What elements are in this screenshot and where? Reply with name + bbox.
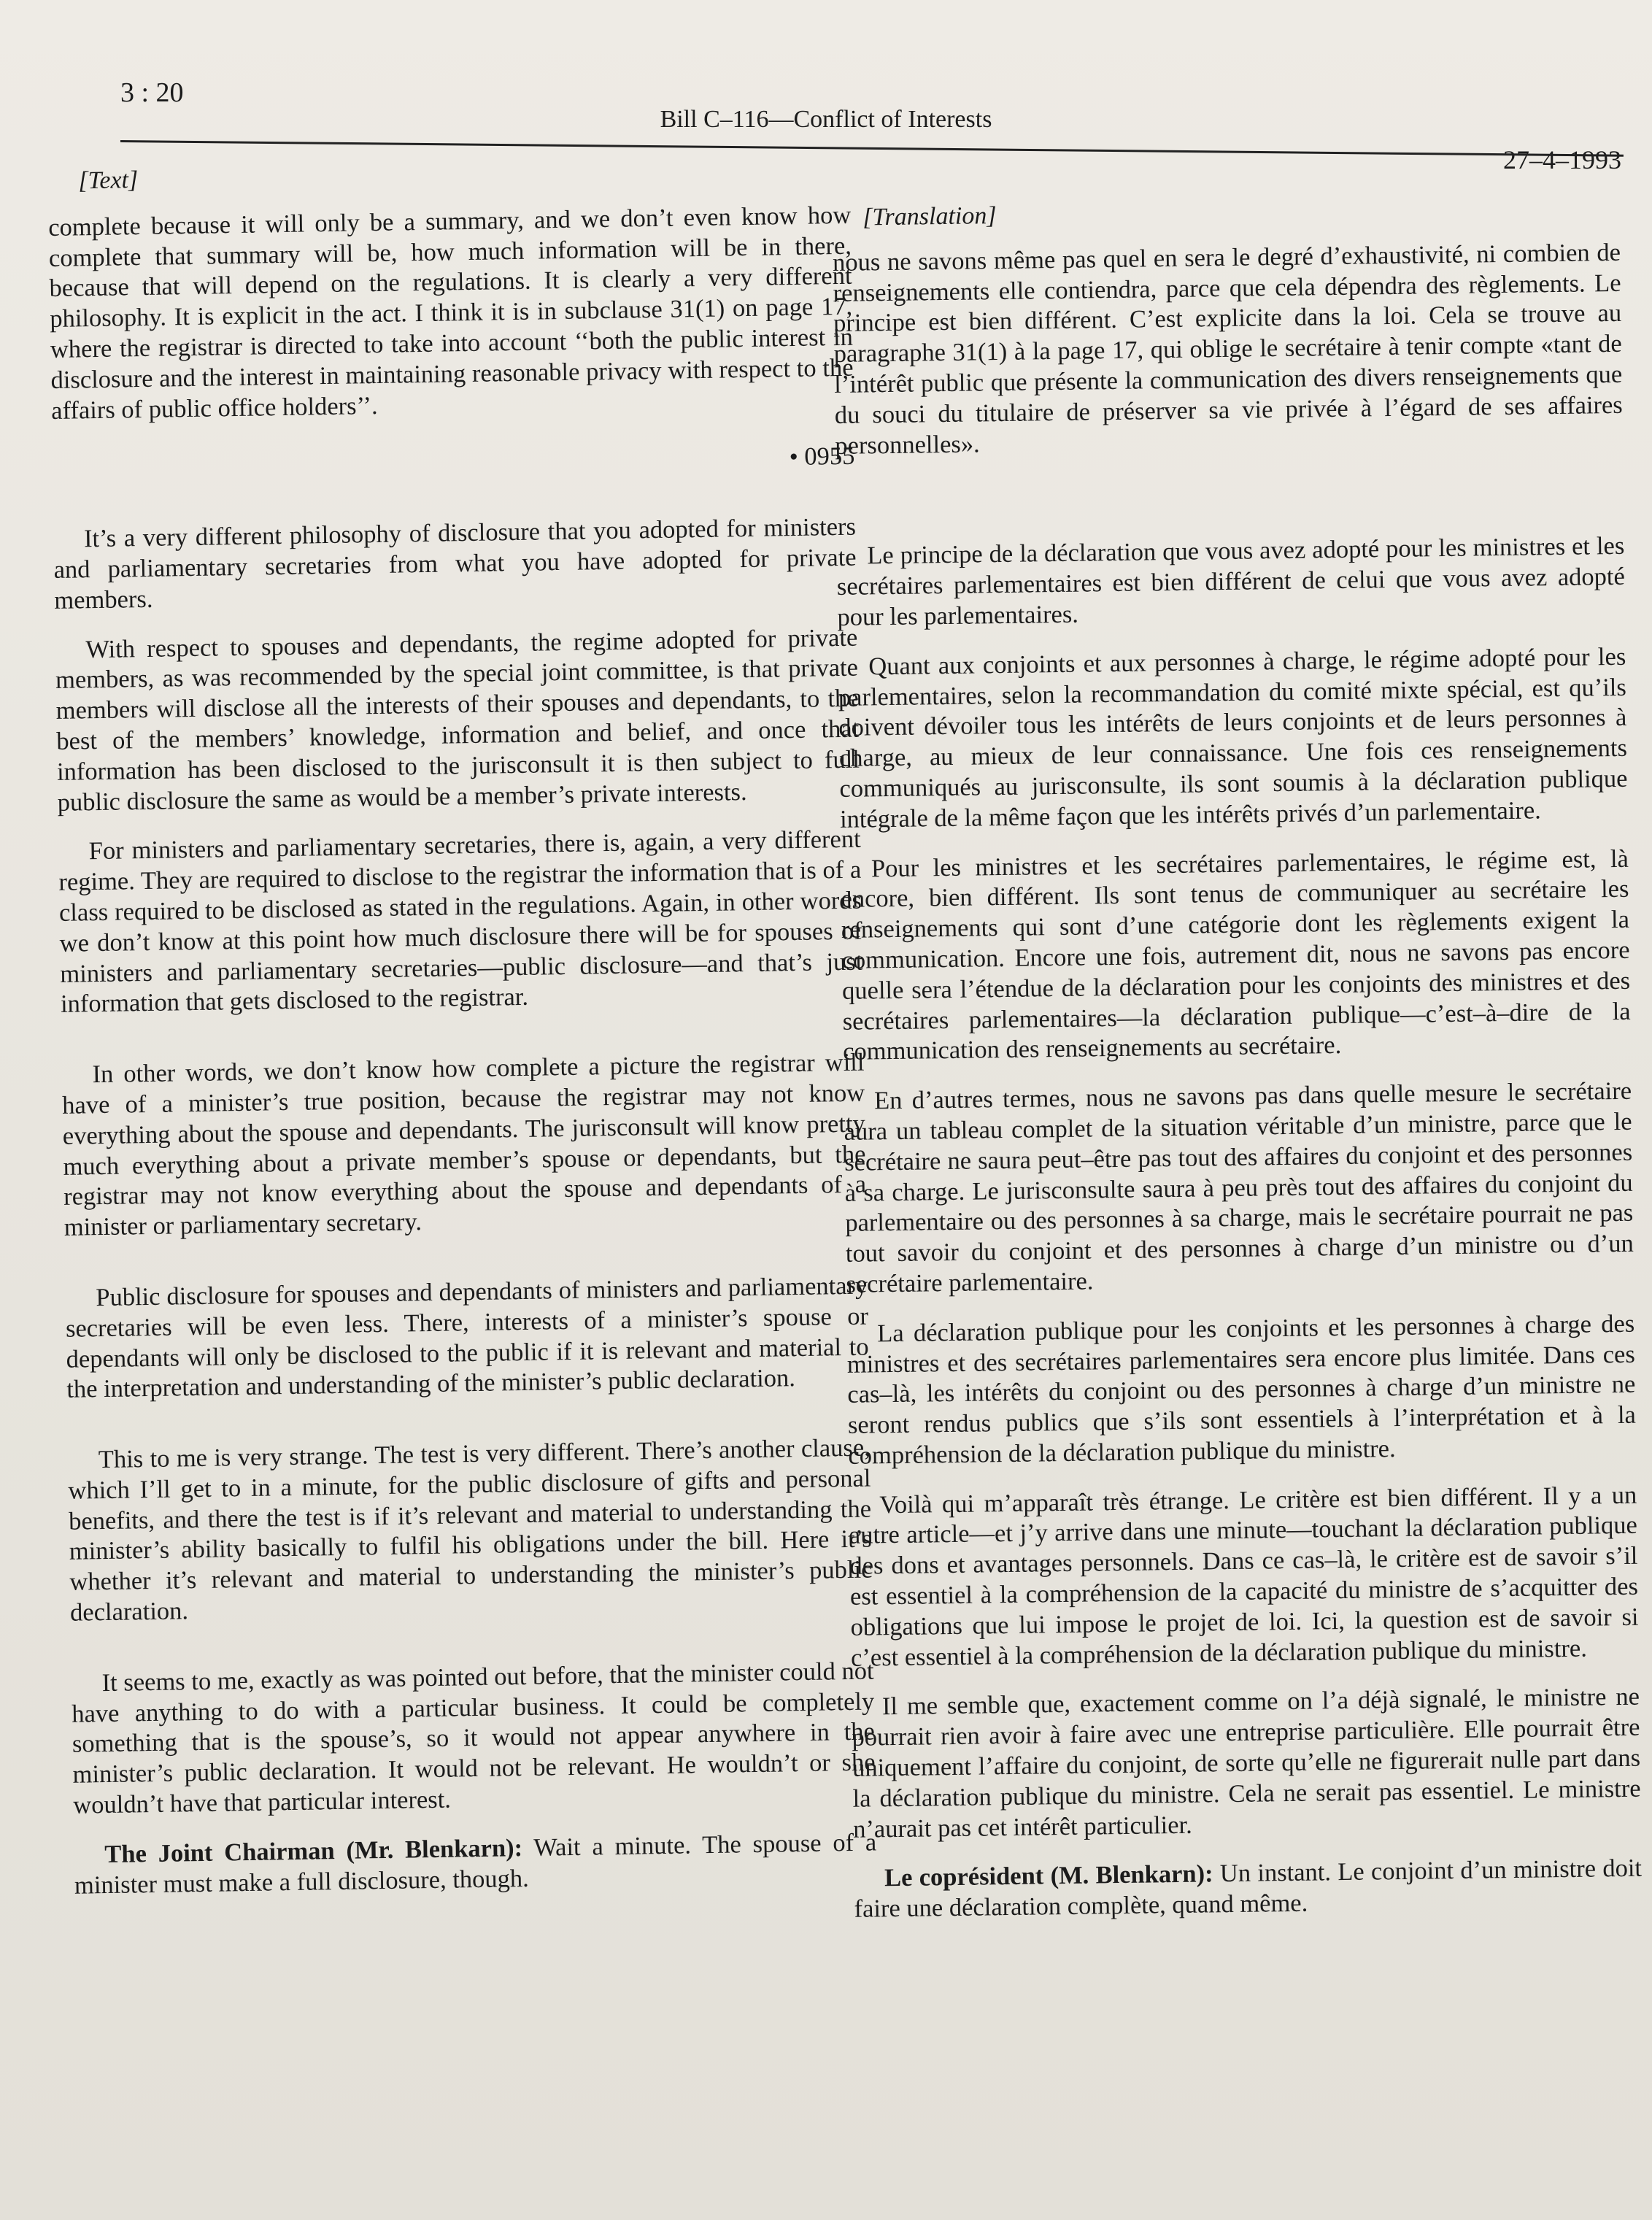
paragraph: It’s a very different philosophy of disclosure that you adopted for ministers and parliamentary secretaries from what you have adopted for private members. — [53, 512, 857, 614]
paragraph: For ministers and parliamentary secretaries, there is, again, a very different regime. They are required to disclose to the registrar the information that is of a class required to be disclosed as stated in the regulations. Again, in other words we don’t know at this point how much disclosure there will be for spouses of ministers and parliamentary secretaries—public disclosure—and that’s just information that gets disclosed to the registrar. — [58, 825, 863, 1019]
paragraph: Il me semble que, exactement comme on l’a déjà signalé, le ministre ne pourrait rien avoir à faire avec une entreprise particulière. Elle pourrait être uniquement l’affaire du conjoint, de sorte qu’elle ne figurerait nulle part dans la déclaration publique du ministre. Cela ne serait pas essentiel. Le ministre n’aurait pas cet intérêt particulier. — [852, 1683, 1641, 1843]
speaker-name: Le coprésident (M. Blenkarn): — [884, 1859, 1213, 1892]
paragraph: In other words, we don’t know how complete a picture the registrar will have of a minister’s true position, because the registrar may not know everything about the spouse and dependants. The jurisconsult will know pretty much everything about a private member’s spouse or dependants, but the registrar may not know everything about the spouse and dependants of a minister or parliamentary secretary. — [61, 1048, 867, 1241]
header-date: 27–4–1993 — [1503, 145, 1621, 174]
paragraph: Quant aux conjoints et aux personnes à charge, le régime adopté pour les parlementaires, selon la recommandation du comité mixte spécial, est qu’ils doivent dévoiler tous les intérêts de leurs conjoints et de leurs personnes à charge, au mieux de leur connaissance. Une fois ces renseignements communiqués au jurisconsulte, ils sont soumis à la déclaration publique intégrale de la même façon que les intérêts privés d’un parlementaire. — [838, 642, 1628, 833]
paragraph: With respect to spouses and dependants, the regime adopted for private members, as was recommended by the special joint committee, is that private members will disclose all the interests of their spouses and dependants, to the best of the members’ knowledge, information and belief, and once that information has been disclosed to the jurisconsult it is then subject to full public disclosure the same as would be a member’s private interests. — [55, 623, 860, 817]
speaker-text: Wait a minute. The spouse of a minister must make a full disclosure, though. — [74, 1828, 877, 1900]
paragraph: En d’autres termes, nous ne savons pas dans quelle mesure le secrétaire aura un tableau complet de la situation véritable d’un ministre, parce que le secrétaire ne saura peut–être pas tout des affaires du conjoint et des personnes à sa charge. Le jurisconsulte saura à peu près tout des affaires du conjoint du parlementaire ou des personnes à sa charge, mais le secrétaire pourrait ne pas tout savoir du conjoint et des personnes à charge d’un ministre ou d’un secrétaire parlementaire. — [844, 1076, 1634, 1298]
language-label-text: [Text] — [78, 166, 139, 195]
paragraph: complete because it will only be a summary, and we don’t even know how complete that summary will be, how much information will be in there, because that will depend on the regulations. It is clearly a very different philosophy. It is explicit in the act. I think it is in subclause 31(1) on page 17, where the registrar is directed to take into account ‘‘both the public interest in disclosure and the interest in maintaining reasonable privacy with respect to the affairs of public office holders’’. — [48, 201, 854, 425]
french-column — [832, 193, 1643, 1925]
paragraph: nous ne savons même pas quel en sera le degré d’exhaustivité, ni combien de renseignements elle contiendra, parce que cela dépendra des règlements. Le principe est bien différent. C’est explicite dans la loi. Cela se trouve au paragraphe 31(1) à la page 17, qui oblige le secrétaire à tenir compte «tant de l’intérêt public que présente la communication des divers renseignements que du souci du titulaire de préserver sa vie privée à l’égard de ses affaires personnelles». — [832, 238, 1623, 460]
language-label-translation: [Translation] — [862, 202, 997, 231]
english-column — [47, 154, 877, 1901]
paragraph: It seems to me, exactly as was pointed out before, that the minister could not have anything to do with a particular business. It could be completely something that is the spouse’s, so it would not appear anywhere in the minister’s public declaration. It would not be relevant. He wouldn’t or she wouldn’t have that particular interest. — [72, 1657, 876, 1819]
paragraph: Le principe de la déclaration que vous avez adopté pour les ministres et les secrétaires parlementaires est bien différent de celui que vous avez adopté pour les parlementaires. — [836, 532, 1626, 631]
speaker-paragraph — [74, 1827, 877, 1901]
speaker-paragraph — [854, 1854, 1643, 1925]
paragraph: Public disclosure for spouses and dependants of ministers and parliamentary secretaries will be even less. There, interests of a minister’s spouse or dependants will only be disclosed to the public if it is relevant and material to the interpretation and understanding of the minister’s public declaration. — [65, 1271, 869, 1404]
paragraph: Pour les ministres et les secrétaires parlementaires, le régime est, là encore, bien différent. Ils sont tenus de communiquer au secrétaire les renseignements qui sont d’une catégorie dont les règlements exigent la communication. Encore une fois, autrement dit, nous ne savons pas encore quelle sera l’étendue de la déclaration pour les conjoints des ministres et des secrétaires parlementaires—la déclaration publique—c’est–à–dire de la communication des renseignements au secrétaire. — [841, 844, 1631, 1066]
speaker-name: The Joint Chairman (Mr. Blenkarn): — [104, 1833, 523, 1868]
page-number: 3 : 20 — [120, 77, 184, 108]
paragraph: This to me is very strange. The test is very different. There’s another clause, which I’ll get to in a minute, for the public disclosure of gifts and personal benefits, and there the test is if it’s relevant and material to understanding the minister’s ability basically to fulfil his obligations under the bill. Here it’s whether it’s relevant and material to understanding the minister’s public declaration. — [68, 1433, 873, 1627]
running-title: Bill C–116—Conflict of Interests — [660, 106, 992, 133]
time-marker: • 0955 — [789, 442, 855, 471]
paragraph: Voilà qui m’apparaît très étrange. Le critère est bien différent. Il y a un autre article—et j’y arrive dans une minute—touchant la déclaration publique des dons et avantages personnels. Dans ce cas–là, le critère est de savoir s’il est essentiel à la compréhension de la capacité du ministre de s’acquitter des obligations que lui impose le projet de loi. Ici, la question est de savoir si c’est essentiel à la compréhension de la déclaration publique du ministre. — [849, 1481, 1639, 1672]
header-rule — [120, 140, 1624, 157]
speaker-text: Un instant. Le conjoint d’un ministre doit faire une déclaration complète, quand même. — [854, 1854, 1643, 1924]
paragraph: La déclaration publique pour les conjoints et les personnes à charge des ministres et des secrétaires parlementaires sera encore plus limitée. Dans ces cas–là, les intérêts du conjoint ou des personnes à charge d’un ministre ne seront rendus publics que s’ils sont essentiels à l’interprétation et à la compréhension de la déclaration publique du ministre. — [846, 1309, 1637, 1470]
